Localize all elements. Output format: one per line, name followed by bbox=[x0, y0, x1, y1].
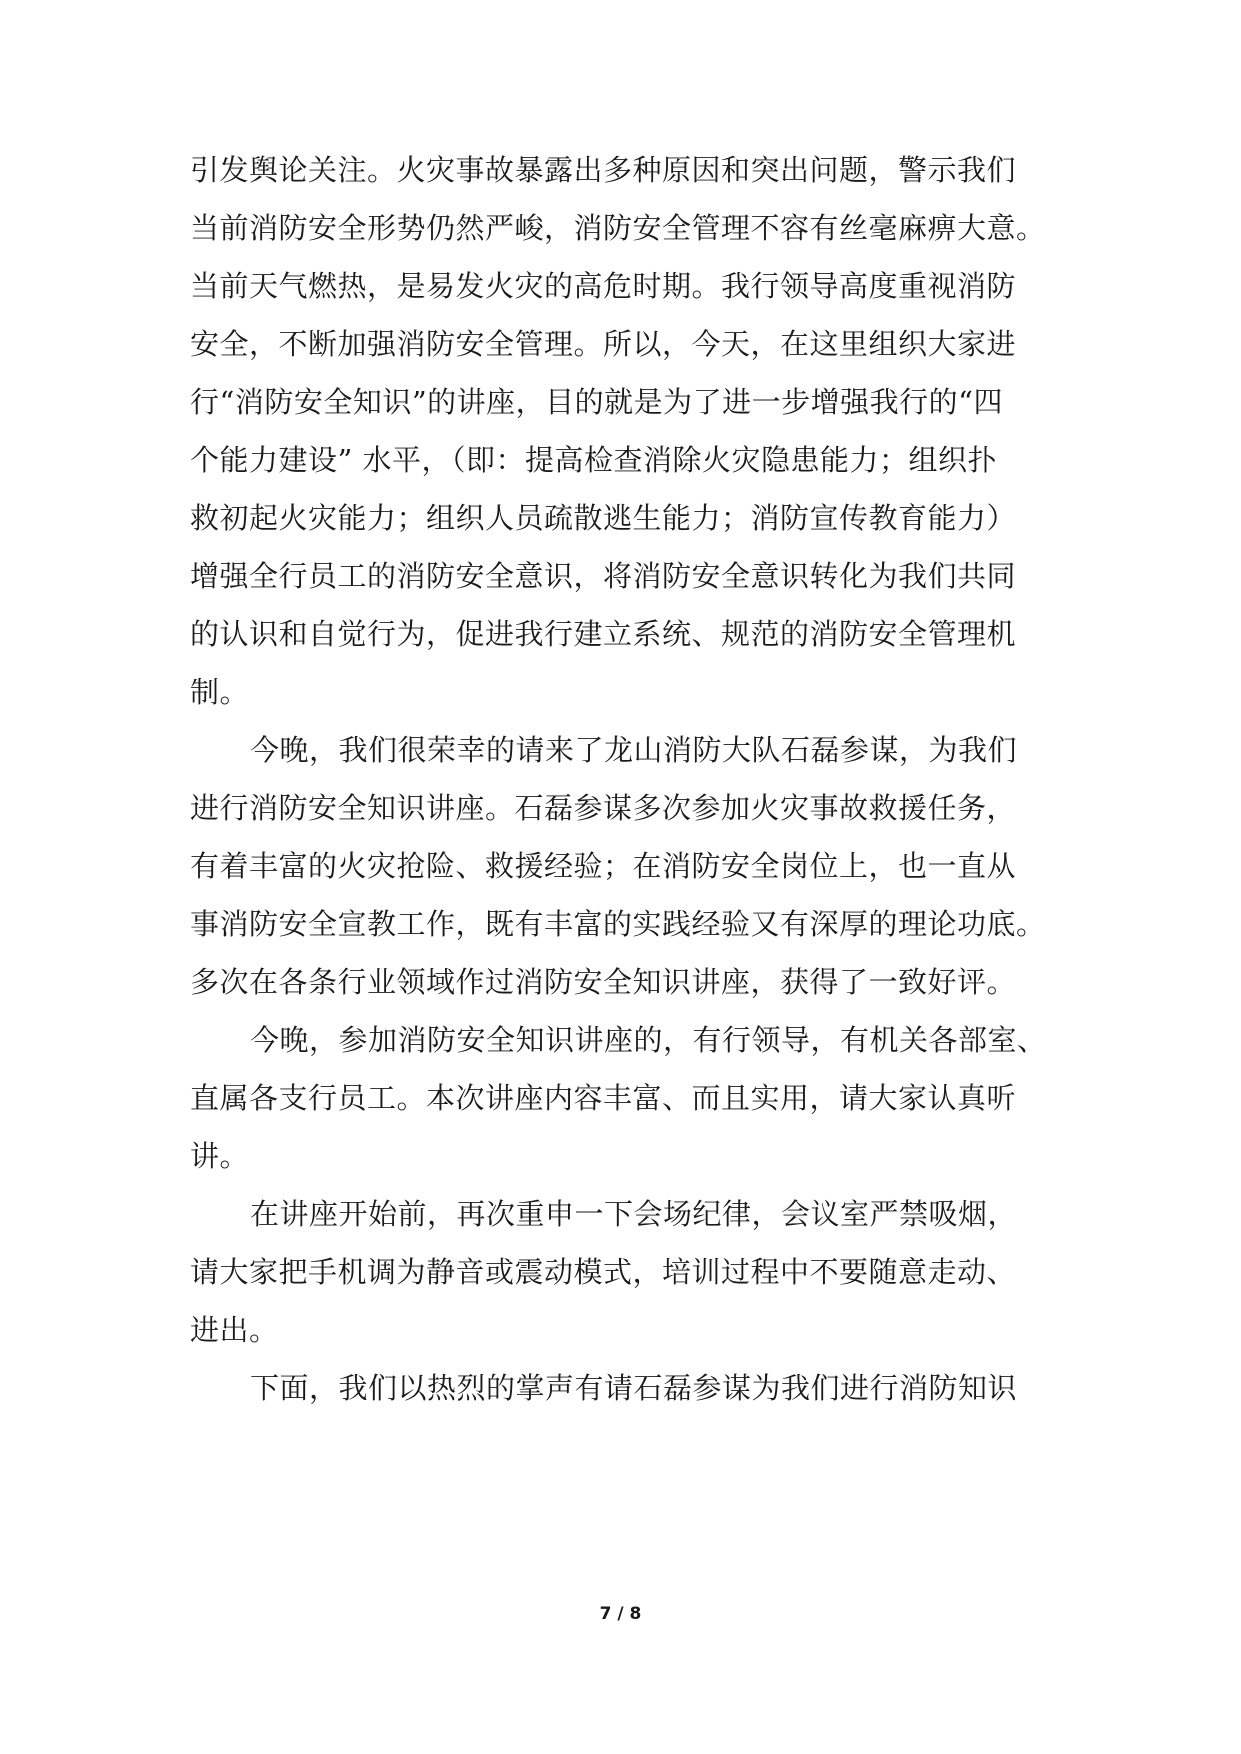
text-line: 增强全行员工的消防安全意识，将消防安全意识转化为我们共同 bbox=[190, 559, 1017, 593]
text-line: 多次在各条行业领域作过消防安全知识讲座，获得了一致好评。 bbox=[190, 965, 1017, 999]
text-line: 进行消防安全知识讲座。石磊参谋多次参加火灾事故救援任务， bbox=[190, 791, 1017, 825]
paragraph-first-line: 在讲座开始前，再次重申一下会场纪律，会议室严禁吸烟， bbox=[250, 1197, 1018, 1231]
text-line: 直属各支行员工。本次讲座内容丰富、而且实用，请大家认真听 bbox=[190, 1081, 1017, 1115]
text-line: 有着丰富的火灾抢险、救援经验；在消防安全岗位上，也一直从 bbox=[190, 849, 1017, 883]
text-line: 进出。 bbox=[190, 1313, 279, 1347]
text-line: 安全，不断加强消防安全管理。所以，今天，在这里组织大家进 bbox=[190, 327, 1017, 361]
text-line: 行“消防安全知识”的讲座，目的就是为了进一步增强我行的“四 bbox=[190, 385, 1003, 419]
paragraph-first-line: 今晚，我们很荣幸的请来了龙山消防大队石磊参谋，为我们 bbox=[250, 733, 1018, 767]
paragraph-first-line: 下面，我们以热烈的掌声有请石磊参谋为我们进行消防知识 bbox=[250, 1371, 1018, 1405]
text-line: 请大家把手机调为静音或震动模式，培训过程中不要随意走动、 bbox=[190, 1255, 1017, 1289]
page-number: 7 / 8 bbox=[599, 1604, 642, 1624]
text-line: 的认识和自觉行为，促进我行建立系统、规范的消防安全管理机 bbox=[190, 617, 1017, 651]
text-line: 当前天气燃热，是易发火灾的高危时期。我行领导高度重视消防 bbox=[190, 269, 1017, 303]
text-line: 引发舆论关注。火灾事故暴露出多种原因和突出问题，警示我们 bbox=[190, 153, 1017, 187]
text-line: 制。 bbox=[190, 675, 250, 709]
text-line: 当前消防安全形势仍然严峻，消防安全管理不容有丝毫麻痹大意。 bbox=[190, 211, 1046, 245]
text-line: 救初起火灾能力；组织人员疏散逃生能力；消防宣传教育能力） bbox=[190, 501, 1017, 535]
paragraph-first-line: 今晚，参加消防安全知识讲座的，有行领导，有机关各部室、 bbox=[250, 1023, 1047, 1057]
text-line: 讲。 bbox=[190, 1139, 250, 1173]
text-line: 个能力建设” 水平，（即：提高检查消除火灾隐患能力；组织扑 bbox=[190, 443, 998, 477]
text-line: 事消防安全宣教工作，既有丰富的实践经验又有深厚的理论功底。 bbox=[190, 907, 1046, 941]
